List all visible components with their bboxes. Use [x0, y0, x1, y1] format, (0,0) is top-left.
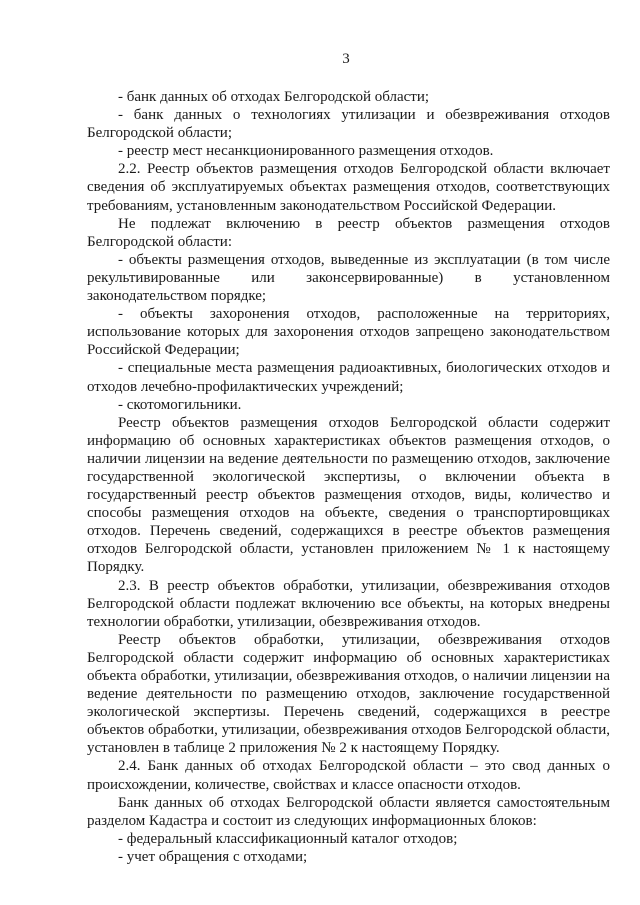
paragraph: - объекты захоронения отходов, расположенные на территориях, использование которых для захоронения отходов запрещено законодательством Российской Федерации; [87, 306, 610, 359]
paragraph: - федеральный классификационный каталог отходов; [118, 830, 458, 847]
paragraph: - объекты размещения отходов, выведенные из эксплуатации (в том числе рекультивированные или законсервированные) в установленном законодательством порядке; [87, 251, 610, 305]
paragraph: Не подлежат включению в реестр объектов размещения отходов Белгородской области: [87, 215, 610, 250]
paragraph: Банк данных об отходах Белгородской области является самостоятельным разделом Кадастра и состоит из следующих информационных блоков: [87, 794, 610, 829]
document-body [87, 88, 610, 866]
paragraph: Реестр объектов размещения отходов Белгородской области содержит информацию об основных характеристиках объектов размещения отходов, о наличии лицензии на ведение деятельности по размещению отходов, заключение государственной экологической экспертизы, о включении объекта в государственный реестр объектов размещения отходов, виды, количество и способы размещения отходов на объекте, сведения о транспортировщиках отходов. Перечень сведений, содержащихся в реестре объектов размещения отходов Белгородской области, установлен приложением № 1 к настоящему Порядку. [87, 414, 610, 576]
paragraph: - банк данных об отходах Белгородской области; [118, 89, 430, 105]
paragraph: Реестр объектов обработки, утилизации, обезвреживания отходов Белгородской области содержит информацию об основных характеристиках объекта обработки, утилизации, обезвреживания отходов, о наличии лицензии на ведение деятельности по размещению отходов, заключение государственной экологической экспертизы. Перечень сведений, содержащихся в реестре объектов обработки, утилизации, обезвреживания отходов Белгородской области, установлен в таблице 2 приложения № 2 к настоящему Порядку. [87, 631, 610, 757]
paragraph: - специальные места размещения радиоактивных, биологических отходов и отходов лечебно-профилактических учреждений; [87, 360, 610, 395]
paragraph: 2.3. В реестр объектов обработки, утилизации, обезвреживания отходов Белгородской области подлежат включению все объекты, на которых внедрены технологии обработки, утилизации, обезвреживания отходов. [87, 577, 610, 630]
paragraph: - банк данных о технологиях утилизации и обезвреживания отходов Белгородской области; [87, 107, 610, 142]
page-number: 3 [342, 51, 350, 67]
paragraph: - реестр мест несанкционированного размещения отходов. [118, 143, 494, 160]
paragraph: - скотомогильники. [118, 396, 242, 413]
paragraph: - учет обращения с отходами; [118, 848, 308, 865]
paragraph: 2.4. Банк данных об отходах Белгородской области – это свод данных о происхождении, количестве, свойствах и классе опасности отходов. [87, 758, 610, 793]
paragraph: 2.2. Реестр объектов размещения отходов Белгородской области включает сведения об эксплуатируемых объектах размещения отходов, соответствующих требованиям, установленным законодательством Российской Федерации. [87, 161, 610, 214]
